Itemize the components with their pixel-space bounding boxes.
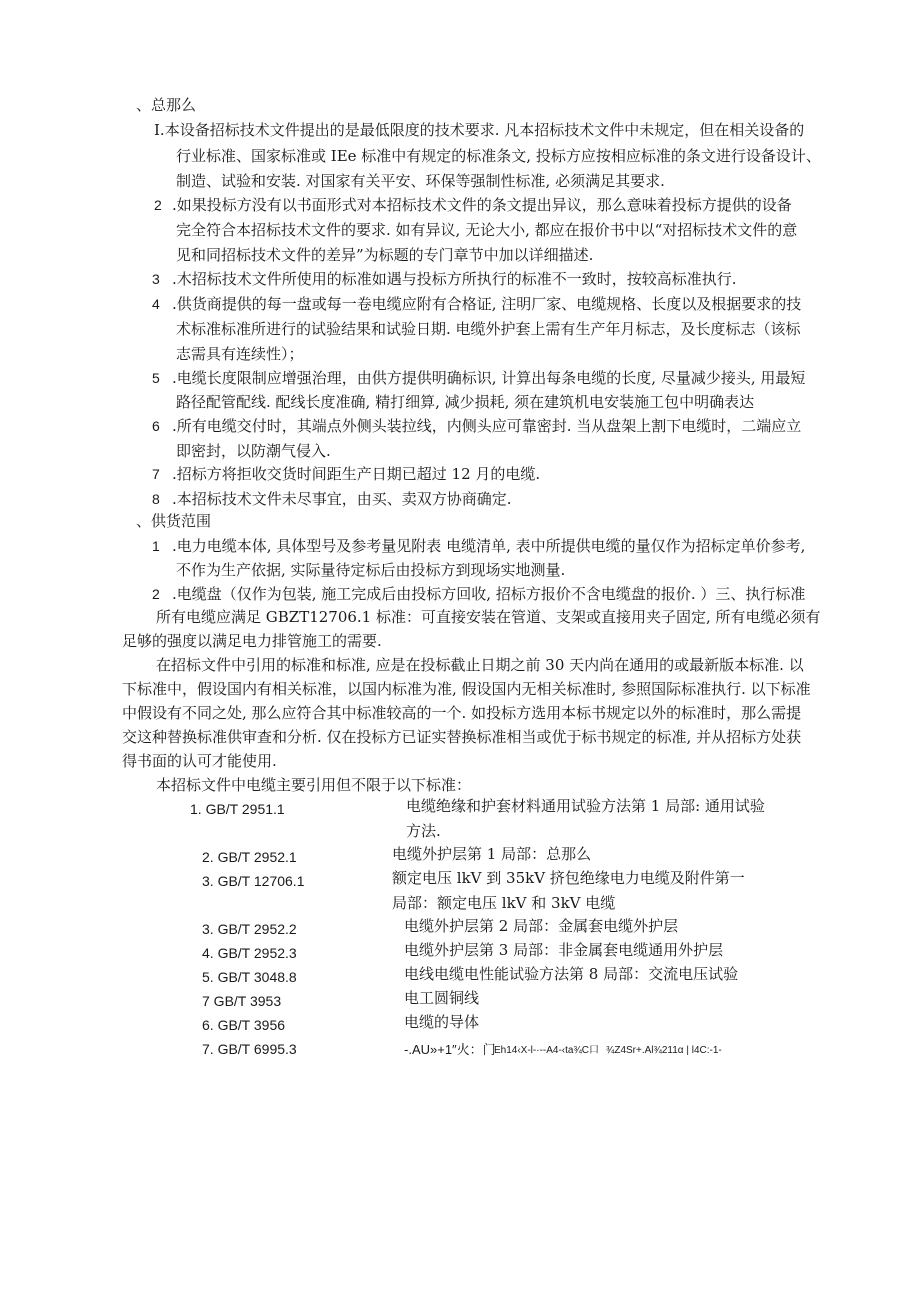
s1-item-2-line-3: 见和同招标技术文件的差异”为标题的专门章节中加以详细描述. — [176, 246, 594, 264]
para-1-line-2: 足够的强度以满足电力排管施工的需要. — [122, 632, 382, 650]
para-2-line-5: 得书面的认可才能使用. — [122, 752, 277, 770]
standard-title-2: 电缆外护层第 1 局部：总那么 — [392, 845, 592, 863]
s1-item-6-line-2: 即密封，以防潮气侵入. — [176, 442, 331, 460]
standard-title-8: 电缆的导体 — [404, 1013, 480, 1031]
s2-item-1-line-2: 不作为生产依据, 实际量待定标后由投标方到现场实地测量. — [176, 561, 566, 579]
s1-item-8-line-1: .本招标技术文件未尽事宜，由买、卖双方协商确定. — [172, 490, 512, 508]
s1-item-1-line-2: 行业标准、国家标准或 IEe 标准中有规定的标准条文, 投标方应按相应标准的条文进行设备设计、 — [176, 147, 821, 165]
standard-title-1-line-1: 电缆绝缘和护套材料通用试验方法第 1 局部: 通用试验 — [406, 797, 765, 815]
s1-item-8-number: 8 — [152, 491, 160, 507]
para-2-line-3: 中假设有不同之处, 那么应符合其中标准较高的一个. 如投标方选用本标书规定以外的标准时，那么需提 — [122, 704, 802, 722]
standard-code-4: 3. GB/T 2952.2 — [202, 921, 297, 937]
standard-title-5: 电缆外护层第 3 局部：非金属套电缆通用外护层 — [404, 941, 724, 959]
s1-item-4-line-2: 术标准标准所进行的试验结果和试验日期. 电缆外护套上需有生产年月标志，及长度标志（该标 — [176, 320, 801, 338]
standard-title-1-line-2: 方法. — [406, 822, 441, 840]
standard-code-9: 7. GB/T 6995.3 — [202, 1041, 297, 1057]
s1-item-1-line-1: I.本设备招标技术文件提出的是最低限度的技术要求. 凡本招标技术文件中未规定，但在相关设备的 — [154, 121, 805, 139]
standard-title-7: 电工圆铜线 — [404, 989, 480, 1007]
s1-item-5-line-1: .电缆长度限制应增强治理，由供方提供明确标识, 计算出每条电缆的长度, 尽量减少接头, 用最短 — [172, 369, 806, 387]
s1-item-5-line-2: 路径配管配线. 配线长度准确, 精打细算, 减少损耗, 须在建筑机电安装施工包中明确表达 — [176, 393, 755, 411]
standard-code-6: 5. GB/T 3048.8 — [202, 969, 297, 985]
standard-title-6: 电线电缆电性能试验方法第 8 局部：交流电压试验 — [404, 965, 739, 983]
para-2-line-2: 下标准中，假设国内有相关标准，以国内标准为准, 假设国内无相关标准时, 参照国际标准执行. 以下标准 — [122, 680, 811, 698]
s2-item-1-line-1: .电力电缆本体, 具体型号及参考量见附表 电缆清单, 表中所提供电缆的量仅作为招标定单价参考, — [172, 537, 806, 555]
standard-code-8: 6. GB/T 3956 — [202, 1017, 286, 1033]
standard-code-2: 2. GB/T 2952.1 — [202, 849, 297, 865]
s1-item-6-number: 6 — [152, 418, 160, 434]
standard-code-5: 4. GB/T 2952.3 — [202, 945, 297, 961]
s1-item-7-number: 7 — [152, 466, 160, 482]
s1-item-3-line-1: .木招标技术文件所使用的标准如遇与投标方所执行的标准不一致时，按较高标准执行. — [172, 270, 737, 288]
standard-title-9-part-1: -.AU»+1″火：门 — [404, 1042, 496, 1057]
s1-item-7-line-1: .招标方将拒收交货时间距生产日期已超过 12 月的电缆. — [172, 465, 541, 483]
standard-title-9-part-2: Eh14‹X-l-·--A4-‹ta¾C口 — [494, 1045, 600, 1056]
standard-title-9-part-3: ¾Z4Sr+.Al¾211α | l4C:-1- — [606, 1045, 722, 1056]
para-3-line-1: 本招标文件中电缆主要引用但不限于以下标准： — [156, 776, 472, 794]
s2-item-2-line-1: .电缆盘（仅作为包装, 施工完成后由投标方回收, 招标方报价不含电缆盘的报价. ）三、执行标准 — [172, 585, 806, 603]
standard-code-7: 7 GB/T 3953 — [202, 993, 282, 1009]
standard-code-3: 3. GB/T 12706.1 — [202, 873, 305, 889]
s1-item-4-line-3: 志需具有连续性）； — [176, 345, 304, 363]
s1-item-6-line-1: .所有电缆交付时，其端点外侧头装拉线，内侧头应可靠密封. 当从盘架上割下电缆时，二端应立 — [172, 417, 802, 435]
s1-item-3-number: 3 — [152, 271, 160, 287]
para-2-line-1: 在招标文件中引用的标准和标准, 应是在投标截止日期之前 30 天内尚在通用的或最新版本标准. 以 — [156, 656, 804, 674]
s1-item-4-number: 4 — [152, 296, 160, 312]
s1-item-2-line-1: .如果投标方没有以书面形式对本招标技术文件的条文提出异议，那么意味着投标方提供的设备 — [172, 196, 792, 214]
s2-item-2-number: 2 — [152, 586, 160, 602]
standard-code-1: 1. GB/T 2951.1 — [190, 801, 285, 817]
standard-title-3-line-2: 局部：额定电压 lkV 和 3kV 电缆 — [392, 894, 616, 912]
para-1-line-1: 所有电缆应满足 GBZT12706.1 标准：可直接安装在管道、支架或直接用夹子固定, 所有电缆必须有 — [156, 608, 821, 626]
s1-item-5-number: 5 — [152, 370, 160, 386]
section-2-heading: 、供货范围 — [136, 512, 212, 530]
s1-item-4-line-1: .供货商提供的每一盘或每一卷电缆应附有合格证, 注明厂家、电缆规格、长度以及根据要求的技 — [172, 295, 802, 313]
s1-item-2-line-2: 完全符合本招标技术文件的要求. 如有异议, 无论大小, 都应在报价书中以“对招标技术文件的意 — [176, 221, 798, 239]
section-1-heading: 、总那么 — [136, 96, 197, 114]
standard-title-3-line-1: 额定电压 lkV 到 35kV 挤包绝缘电力电缆及附件第一 — [392, 869, 745, 887]
s1-item-2-number: 2 — [154, 197, 162, 213]
standard-title-4: 电缆外护层第 2 局部：金属套电缆外护层 — [404, 917, 679, 935]
s1-item-1-line-3: 制造、试验和安装. 对国家有关平安、环保等强制性标准, 必须满足其要求. — [176, 172, 665, 190]
s2-item-1-number: 1 — [152, 538, 160, 554]
para-2-line-4: 交这种替换标准供审查和分析. 仅在投标方已证实替换标准相当或优于标书规定的标准, 并从招标方处获 — [122, 728, 802, 746]
